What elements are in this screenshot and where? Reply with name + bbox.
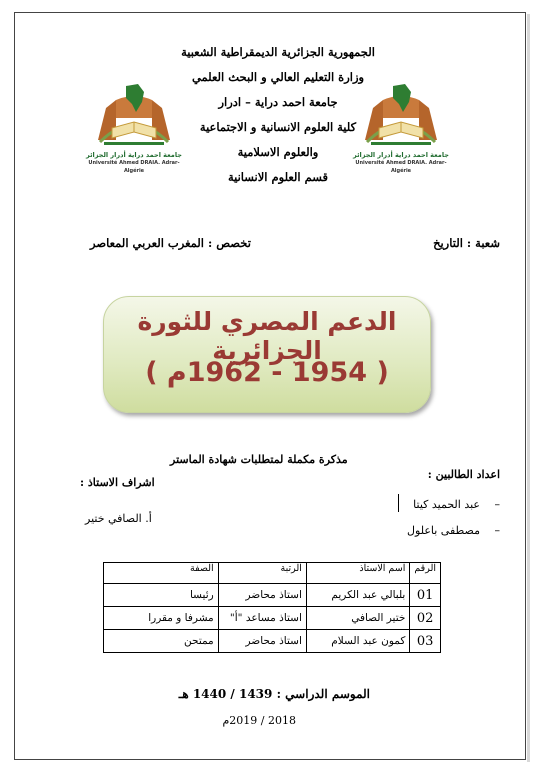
academic-year-gregorian: 2018 / 2019م bbox=[222, 714, 296, 727]
table-cell: ختير الصافي bbox=[306, 607, 409, 630]
university-logo-left bbox=[86, 78, 182, 174]
table-cell: 01 bbox=[410, 584, 441, 607]
thesis-title: الدعم المصري للثورة الجزائرية bbox=[137, 307, 397, 365]
thesis-period: ( 1954 - 1962م ) bbox=[145, 357, 389, 388]
jury-table bbox=[103, 562, 441, 653]
student-name: عبد الحميد كيتا bbox=[413, 498, 480, 511]
logo-caption-en: Université Ahmed DRAIA. Adrar-Algérie bbox=[355, 160, 447, 174]
list-item bbox=[407, 492, 500, 518]
supervisor-name: أ. الصافي ختير bbox=[85, 512, 152, 525]
table-cell: استاذ مساعد "أ" bbox=[218, 607, 306, 630]
text-cursor bbox=[398, 494, 399, 512]
table-cell: ممتحن bbox=[104, 630, 219, 653]
column-header: الرتبة bbox=[218, 563, 306, 584]
header-line: قسم العلوم الانسانية bbox=[227, 170, 329, 184]
list-item bbox=[407, 518, 500, 544]
header-line: كلية العلوم الانسانية و الاجتماعية bbox=[199, 120, 357, 134]
table-row bbox=[104, 584, 441, 607]
header-line: جامعة احمد دراية – ادرار bbox=[218, 95, 338, 109]
prepared-by-label: اعداد الطالبين : bbox=[427, 468, 500, 481]
memo-statement: مذكرة مكملة لمتطلبات شهادة الماستر bbox=[170, 453, 348, 466]
table-cell: بلبالي عبد الكريم bbox=[306, 584, 409, 607]
table-cell: استاذ محاضر bbox=[218, 584, 306, 607]
logo-caption-ar: جامعة احمد دراية أدرار الجزائر bbox=[86, 151, 182, 159]
column-header: الرقم bbox=[410, 563, 441, 584]
column-header: اسم الاستاذ bbox=[306, 563, 409, 584]
bullet-dash: – bbox=[494, 524, 500, 537]
academic-year-hijri: الموسم الدراسي : 1439 / 1440 هـ bbox=[178, 687, 370, 701]
header-line: والعلوم الاسلامية bbox=[237, 145, 319, 159]
header-line: الجمهورية الجزائرية الديمقراطية الشعبية bbox=[181, 45, 375, 59]
header-line: وزارة التعليم العالي و البحث العلمي bbox=[191, 70, 365, 84]
table-row bbox=[104, 607, 441, 630]
student-name: مصطفى باعلول bbox=[407, 524, 480, 537]
university-logo-right bbox=[353, 78, 449, 174]
table-cell: رئيسا bbox=[104, 584, 219, 607]
page-shadow bbox=[527, 14, 530, 762]
logo-caption-en: Université Ahmed DRAIA. Adrar-Algérie bbox=[88, 160, 180, 174]
table-cell: مشرفا و مقررا bbox=[104, 607, 219, 630]
table-row bbox=[104, 630, 441, 653]
branch-label: شعبة : التاريخ bbox=[433, 236, 500, 250]
logo-caption-ar: جامعة احمد دراية أدرار الجزائر bbox=[353, 151, 449, 159]
table-cell: استاذ محاضر bbox=[218, 630, 306, 653]
table-header-row bbox=[104, 563, 441, 584]
bullet-dash: – bbox=[494, 498, 500, 511]
thesis-title-box bbox=[103, 296, 431, 413]
institution-header bbox=[178, 40, 378, 190]
supervisor-label: اشراف الاستاذ : bbox=[80, 476, 155, 489]
table-cell: 02 bbox=[410, 607, 441, 630]
specialty-label: تخصص : المغرب العربي المعاصر bbox=[90, 236, 251, 250]
table-cell: كمون عبد السلام bbox=[306, 630, 409, 653]
column-header: الصفة bbox=[104, 563, 219, 584]
students-list bbox=[407, 492, 500, 544]
table-cell: 03 bbox=[410, 630, 441, 653]
